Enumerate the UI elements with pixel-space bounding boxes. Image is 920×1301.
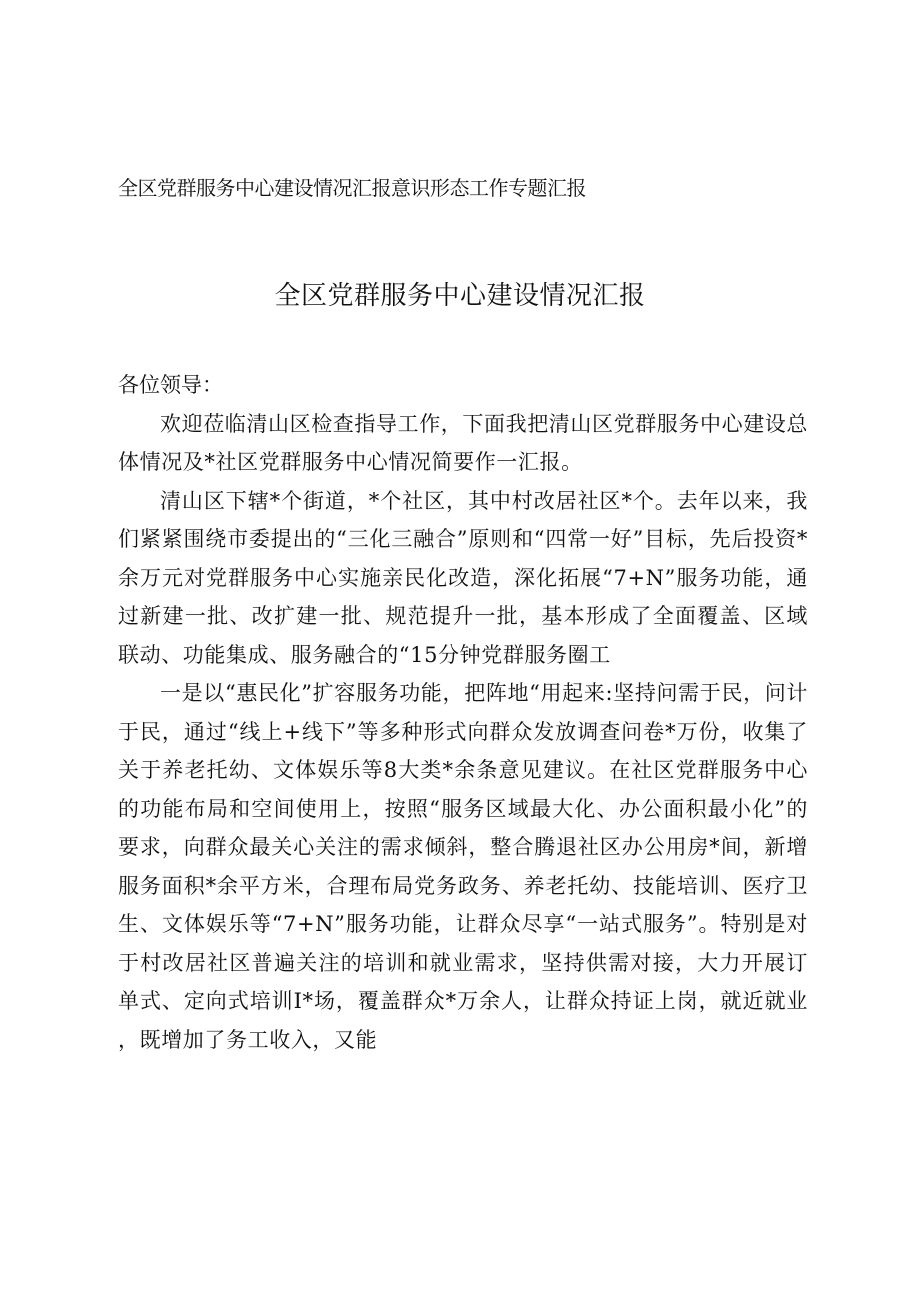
- paragraph-overview: 清山区下辖*个街道，*个社区，其中村改居社区*个。去年以来，我们紧紧围绕市委提出的“三化三融合”原则和“四常一好”目标，先后投资*余万元对党群服务中心实施亲民化改造，深化拓展“7+N”服务功能，通过新建一批、改扩建一批、规范提升一批，基本形成了全面覆盖、区域联动、功能集成、服务融合的“15分钟党群服务圈工: [118, 488, 808, 667]
- document-title: 全区党群服务中心建设情况汇报: [274, 281, 646, 311]
- paragraph-intro: 欢迎莅临清山区检查指导工作，下面我把清山区党群服务中心建设总体情况及*社区党群服务中心情况简要作一汇报。: [118, 411, 808, 474]
- salutation: 各位领导：: [118, 373, 223, 397]
- paragraph-point-one: 一是以“惠民化”扩容服务功能，把阵地“用起来:坚持问需于民，问计于民，通过“线上+线下”等多种形式向群众发放调查问卷*万份，收集了关于养老托幼、文体娱乐等8大类*余条意见建议。在社区党群服务中心的功能布局和空间使用上，按照“服务区域最大化、办公面积最小化”的要求，向群众最关心关注的需求倾斜，整合腾退社区办公用房*间，新增服务面积*余平方米，合理布局党务政务、养老托幼、技能培训、医疗卫生、文体娱乐等“7+N”服务功能，让群众尽享“一站式服务”。特别是对于村改居社区普遍关注的培训和就业需求，坚持供需对接，大力开展订单式、定向式培训I*场，覆盖群众*万余人，让群众持证上岗，就近就业，既增加了务工收入，又能: [118, 681, 808, 1052]
- document-header: 全区党群服务中心建设情况汇报意识形态工作专题汇报: [118, 176, 586, 200]
- document-body: [118, 366, 808, 1059]
